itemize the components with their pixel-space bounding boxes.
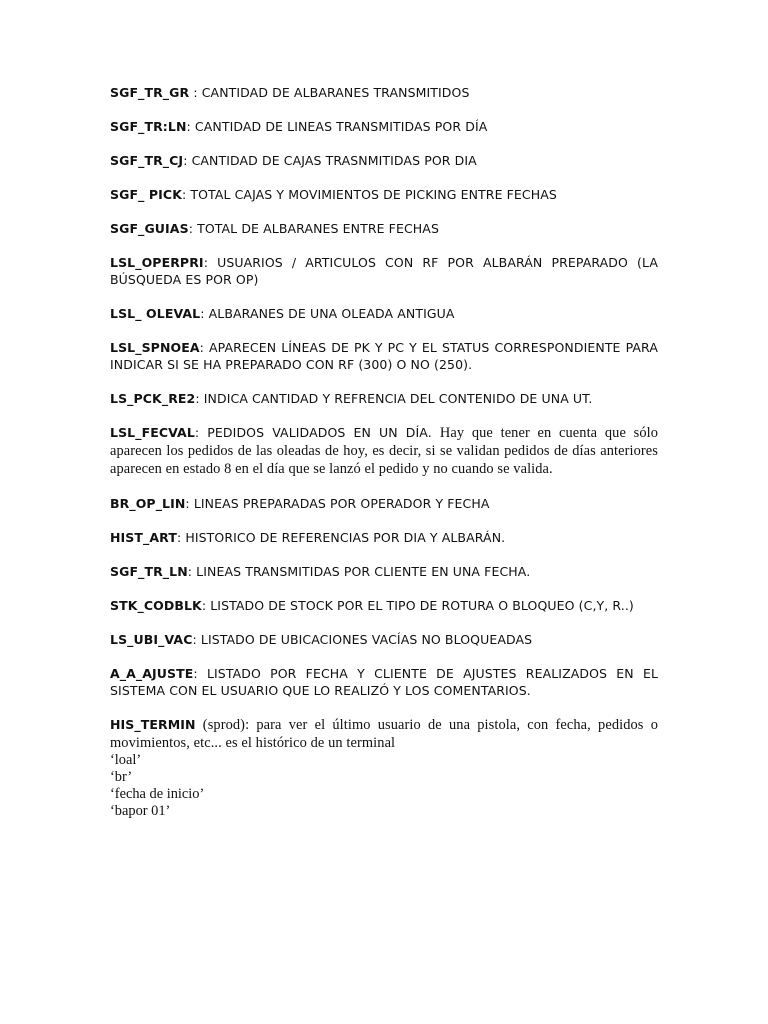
entry-code: LS_PCK_RE2 xyxy=(110,391,196,406)
entry-sgf-tr-ln-client xyxy=(110,563,658,580)
entry-description: LINEAS PREPARADAS POR OPERADOR Y FECHA xyxy=(193,496,490,511)
entry-description: PEDIDOS VALIDADOS EN UN DÍA. xyxy=(207,425,440,440)
entry-description: LISTADO DE UBICACIONES VACÍAS NO BLOQUEADAS xyxy=(200,632,533,647)
entry-sgf-guias xyxy=(110,220,658,237)
entry-code: SGF_TR_LN xyxy=(110,564,188,579)
entry-description: LISTADO DE STOCK POR EL TIPO DE ROTURA O BLOQUEO (C,Y, R..) xyxy=(210,598,634,613)
entry-code: HIS_TERMIN xyxy=(110,717,196,732)
entry-separator: : xyxy=(176,530,186,545)
entry-code: SGF_ PICK xyxy=(110,187,182,202)
terminal-field-item: ‘bapor 01’ xyxy=(110,803,171,819)
entry-code: LSL_FECVAL xyxy=(110,425,195,440)
entry-separator: : xyxy=(186,119,195,134)
entry-description: TOTAL CAJAS Y MOVIMIENTOS DE PICKING ENTRE FECHAS xyxy=(190,187,557,202)
entry-code: LSL_ OLEVAL xyxy=(110,306,201,321)
entry-code: BR_OP_LIN xyxy=(110,496,186,511)
entry-lsl-fecval xyxy=(110,424,658,478)
terminal-field-item: ‘fecha de inicio’ xyxy=(110,786,205,802)
terminal-field-item: ‘br’ xyxy=(110,769,133,785)
entry-code: HIST_ART xyxy=(110,530,177,545)
entry-code: SGF_TR_GR xyxy=(110,85,190,100)
entry-lsl-oleval xyxy=(110,305,658,322)
entry-description: HISTORICO DE REFERENCIAS POR DIA Y ALBARÁN. xyxy=(185,530,506,545)
entry-description: TOTAL DE ALBARANES ENTRE FECHAS xyxy=(197,221,439,236)
entry-lsl-spnoea xyxy=(110,339,658,373)
entry-separator: : xyxy=(195,391,204,406)
entry-ls-pck-re2 xyxy=(110,390,658,407)
entry-separator: : xyxy=(200,306,209,321)
entry-separator: : xyxy=(187,564,197,579)
entry-code: SGF_TR_CJ xyxy=(110,153,184,168)
entry-description: LINEAS TRANSMITIDAS POR CLIENTE EN UNA FECHA. xyxy=(196,564,531,579)
entry-code: LS_UBI_VAC xyxy=(110,632,193,647)
entry-description: LISTADO POR FECHA Y CLIENTE DE AJUSTES REALIZADOS EN EL SISTEMA CON EL USUARIO QUE LO REALIZÓ Y LOS COMENTARIOS. xyxy=(110,666,659,698)
entry-stk-codblk xyxy=(110,597,658,614)
entry-separator: : xyxy=(193,666,207,681)
entry-separator: : xyxy=(201,598,211,613)
entry-description-note: Hay que tener en cuenta que sólo aparecen los pedidos de las oleadas de hoy, es decir, si se validan pedidos de días anteriores aparecen en estado 8 en el día que se lanzó el pedido y no cuando se valida. xyxy=(110,425,659,477)
entry-hist-art xyxy=(110,529,658,546)
entry-description: ALBARANES DE UNA OLEADA ANTIGUA xyxy=(208,306,455,321)
entry-sgf-pick xyxy=(110,186,658,203)
entry-ls-ubi-vac xyxy=(110,631,658,648)
entry-sgf-tr-gr xyxy=(110,84,658,101)
entry-description: APARECEN LÍNEAS DE PK Y PC Y EL STATUS CORRESPONDIENTE PARA INDICAR SI SE HA PREPARADO CON RF (300) O NO (250). xyxy=(110,340,658,372)
entry-separator: : xyxy=(181,187,191,202)
entry-code: STK_CODBLK xyxy=(110,598,202,613)
entry-separator: : xyxy=(183,153,192,168)
entry-separator: : xyxy=(199,340,209,355)
entry-sgf-tr-ln-day xyxy=(110,118,658,135)
entry-lsl-operpri xyxy=(110,254,658,288)
entry-sgf-tr-cj xyxy=(110,152,658,169)
entry-description: USUARIOS / ARTICULOS CON RF POR ALBARÁN PREPARADO (LA BÚSQUEDA ES POR OP) xyxy=(110,255,658,287)
entry-description: CANTIDAD DE ALBARANES TRANSMITIDOS xyxy=(201,85,470,100)
entry-code: SGF_TR:LN xyxy=(110,119,187,134)
terminal-field-item: ‘loal’ xyxy=(110,752,142,768)
entry-code: A_A_AJUSTE xyxy=(110,666,194,681)
entry-separator: : xyxy=(192,632,201,647)
entry-his-termin xyxy=(110,716,658,752)
entry-code: LSL_OPERPRI xyxy=(110,255,204,270)
terminal-fields-list xyxy=(110,752,658,820)
entry-separator: : xyxy=(188,221,198,236)
entry-separator: : xyxy=(194,425,208,440)
entry-code: SGF_GUIAS xyxy=(110,221,189,236)
entry-separator: : xyxy=(189,85,202,100)
document-page xyxy=(110,84,658,820)
entry-description: CANTIDAD DE CAJAS TRASNMITIDAS POR DIA xyxy=(191,153,477,168)
entry-separator: : xyxy=(185,496,194,511)
entry-a-a-ajuste xyxy=(110,665,658,699)
entry-br-op-lin xyxy=(110,495,658,512)
entry-separator: : xyxy=(203,255,218,270)
entry-code: LSL_SPNOEA xyxy=(110,340,200,355)
entry-description: INDICA CANTIDAD Y REFRENCIA DEL CONTENIDO DE UNA UT. xyxy=(203,391,593,406)
entry-description: CANTIDAD DE LINEAS TRANSMITIDAS POR DÍA xyxy=(194,119,488,134)
entry-description: (sprod): para ver el último usuario de una pistola, con fecha, pedidos o movimientos, etc... es el histórico de un terminal xyxy=(110,717,658,751)
